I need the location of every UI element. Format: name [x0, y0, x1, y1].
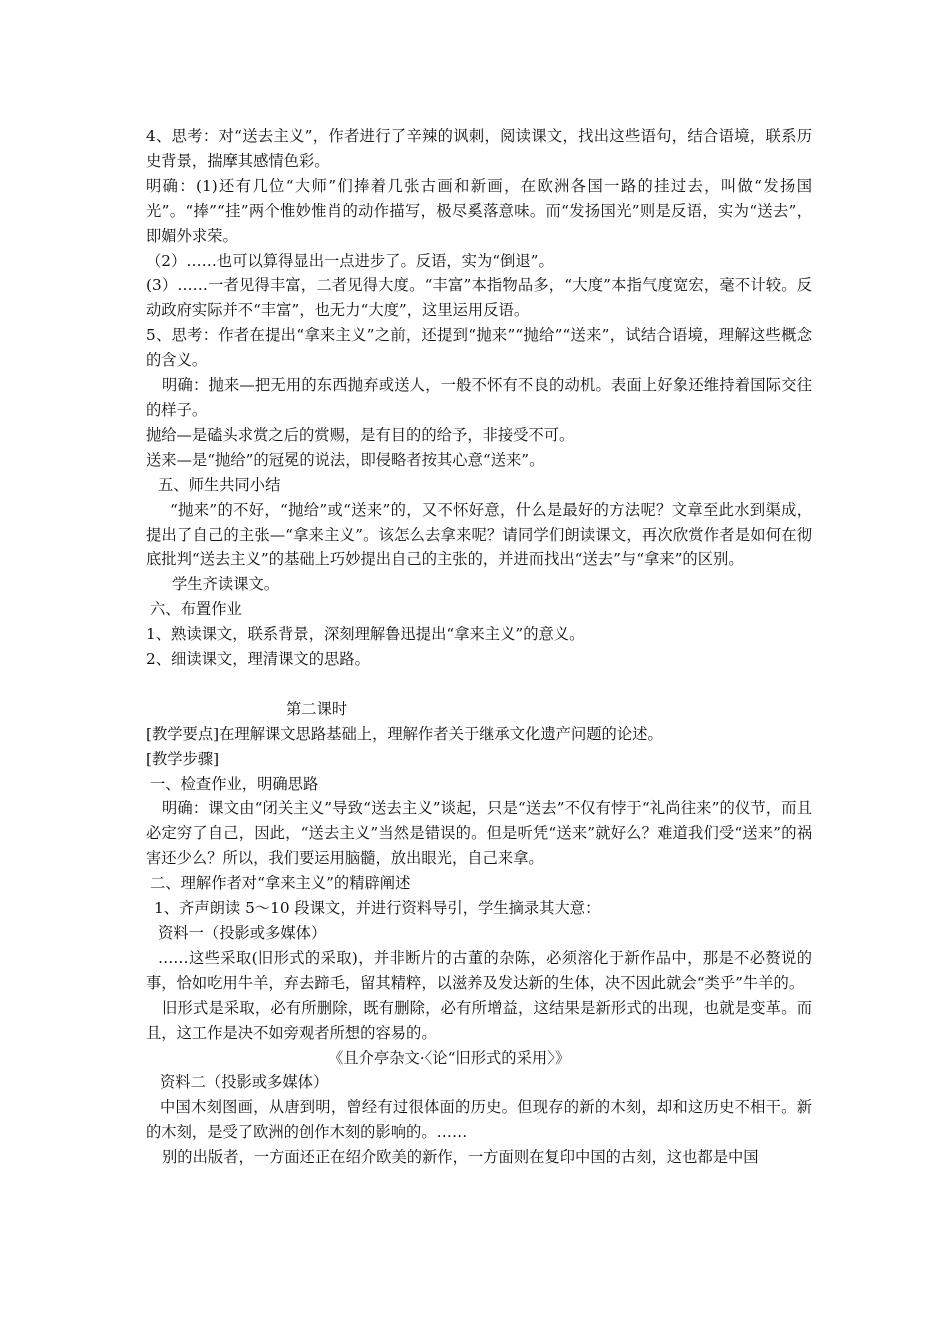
paragraph-29: 别的出版者，一方面还正在绍介欧美的新作，一方面则在复印中国的古刻，这也都是中国	[162, 1148, 759, 1167]
section-heading-homework: 六、布置作业	[150, 600, 242, 619]
paragraph-13: 1、熟读课文，联系背景，深刻理解鲁迅提出“拿来主义”的意义。	[146, 625, 585, 644]
paragraph-25: 旧形式是采取，必有所删除，既有删除，必有所增益，这结果是新形式的出现，也就是变革。而且，这工作是决不如旁观者所想的容易的。	[146, 998, 812, 1042]
material-two-heading: 资料二（投影或多媒体）	[160, 1073, 329, 1092]
paragraph-14: 2、细读课文，理清课文的思路。	[146, 650, 370, 669]
section-heading-check: 一、检查作业，明确思路	[150, 774, 319, 793]
paragraph-6: 明确：抛来—把无用的东西抛弃或送人，一般不怀有不良的动机。表面上好象还维持着国际交往的样子。	[146, 376, 812, 419]
paragraph-20: 明确：课文由“闭关主义”导致“送去主义”谈起，只是“送去”不仅有悖于“礼尚往来”的仪节，而且必定穷了自己，因此，“送去主义”当然是错误的。但是听凭“送来”就好么？难道我们受“送来”的祸害还少么？所以，我们要运用脑髓，放出眼光，自己来拿。	[146, 799, 812, 868]
paragraph-28: 中国木刻图画，从唐到明，曾经有过很体面的历史。但现存的新的木刻，却和这历史不相干。新的木刻，是受了欧洲的创作木刻的影响的。……	[146, 1098, 812, 1142]
paragraph-2: 明确：(1)还有几位“大师”们捧着几张古画和新画，在欧洲各国一路的挂过去，叫做“发扬国光”。“捧”“挂”两个惟妙惟肖的动作描写，极尽奚落意味。而“发扬国光”则是反语，实为“送去”，即媚外求荣。	[146, 176, 812, 245]
paragraph-17: [教学要点]在理解课文思路基础上，理解作者关于继承文化遗产问题的论述。	[146, 724, 663, 743]
paragraph-11: 学生齐读课文。	[172, 575, 280, 594]
paragraph-7: 抛给—是磕头求赏之后的赏赐，是有目的的给予，非接受不可。	[146, 425, 575, 444]
paragraph-1: 4、思考：对“送去主义”，作者进行了辛辣的讽刺，阅读课文，找出这些语句，结合语境，联系历史背景，揣摩其感情色彩。	[146, 127, 812, 170]
paragraph-4: (3）……一者见得丰富，二者见得大度。“丰富”本指物品多，“大度”本指气度宽宏，毫不计较。反动政府实际并不“丰富”，也无力“大度”，这里运用反语。	[146, 276, 812, 320]
paragraph-24: ……这些采取(旧形式的采取)，并非断片的古董的杂陈，必须溶化于新作品中，那是不必赘说的事，恰如吃用牛羊，弃去蹄毛，留其精粹，以滋养及发达新的生体，决不因此就会“类乎”牛羊的。	[146, 948, 812, 992]
source-citation: 《且介亭杂文·〈论“旧形式的采用〉》	[328, 1048, 571, 1067]
paragraph-22: 1、齐声朗读 5～10 段课文，并进行资料导引，学生摘录其大意：	[154, 899, 601, 918]
material-one-heading: 资料一（投影或多媒体）	[158, 923, 327, 942]
paragraph-10: “抛来”的不好，“抛给”或“送来”的，又不怀好意，什么是最好的方法呢？文章至此水到渠成，提出了自己的主张—“拿来主义”。该怎么去拿来呢？请同学们朗读课文，再次欣赏作者是如何在彻底批判“送去主义”的基础上巧妙提出自己的主张的，并进而找出“送去”与“拿来”的区别。	[146, 500, 812, 569]
section-heading-summary: 五、师生共同小结	[158, 475, 281, 494]
paragraph-5: 5、思考：作者在提出“拿来主义”之前，还提到“抛来”“抛给”“送来”，试结合语境，理解这些概念的含义。	[146, 326, 812, 370]
paragraph-18: [教学步骤]	[146, 749, 220, 768]
lesson-title: 第二课时	[286, 699, 348, 718]
paragraph-8: 送来—是“抛给”的冠冕的说法，即侵略者按其心意“送来”。	[146, 450, 545, 469]
paragraph-3: （2）……也可以算得显出一点进步了。反语，实为“倒退”。	[146, 251, 554, 270]
section-heading-understand: 二、理解作者对“拿来主义”的精辟阐述	[150, 874, 411, 893]
blank-line	[146, 672, 812, 697]
document-body	[146, 124, 812, 1170]
